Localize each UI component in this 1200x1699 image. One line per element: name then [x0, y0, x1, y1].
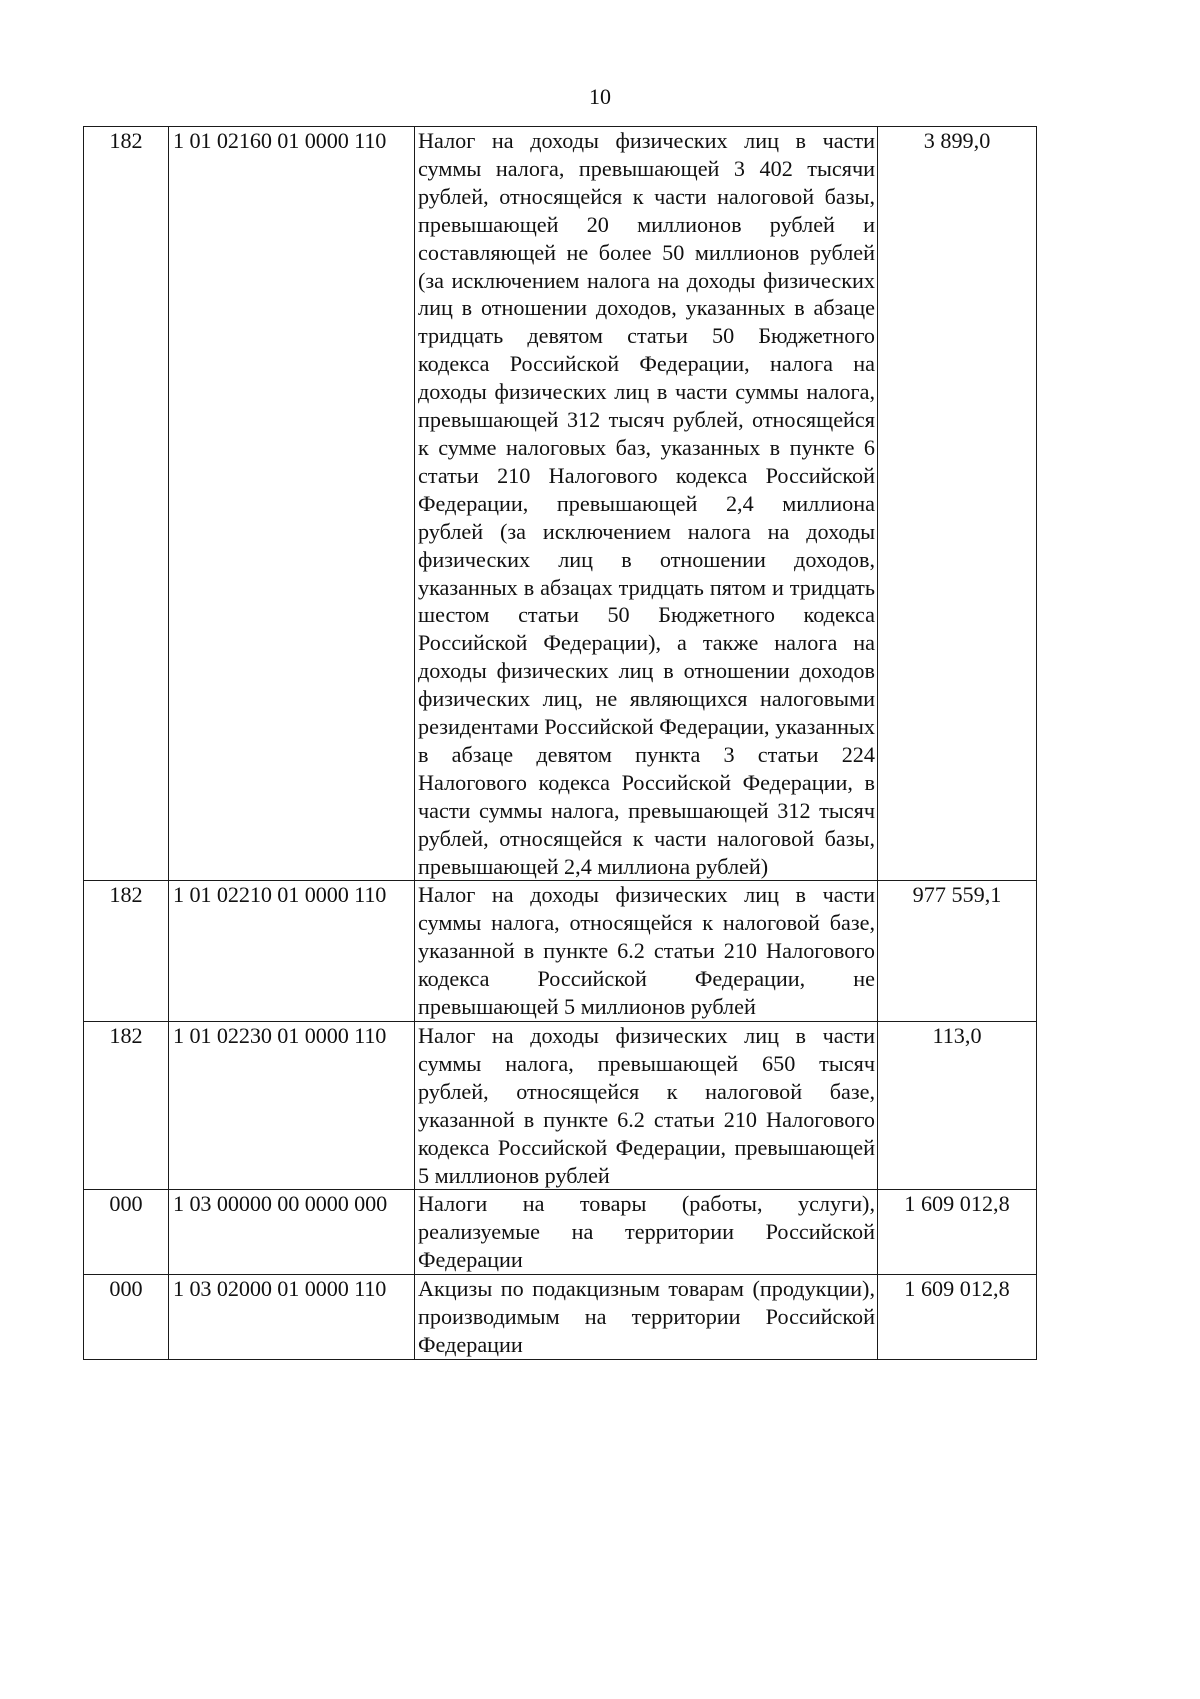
income-name-cell: Налог на доходы физических лиц в части суммы налога, относящейся к налоговой базе, указанной в пункте 6.2 статьи 210 Налогового кодекса Российской Федерации, не превышающей 5 миллионов рублей [415, 881, 878, 1022]
kbk-code-cell: 1 01 02230 01 0000 110 [169, 1022, 415, 1190]
kbk-code-cell: 1 03 02000 01 0000 110 [169, 1275, 415, 1360]
income-name-cell: Акцизы по подакцизным товарам (продукции), производимым на территории Российской Федерации [415, 1275, 878, 1360]
amount-cell: 113,0 [878, 1022, 1037, 1190]
amount-cell: 1 609 012,8 [878, 1190, 1037, 1275]
admin-code-cell: 000 [84, 1275, 169, 1360]
admin-code-cell: 182 [84, 1022, 169, 1190]
page-number: 10 [589, 84, 611, 109]
table-row [84, 127, 1037, 881]
kbk-code-cell: 1 01 02160 01 0000 110 [169, 127, 415, 881]
kbk-code-cell: 1 01 02210 01 0000 110 [169, 881, 415, 1022]
income-name-cell: Налог на доходы физических лиц в части суммы налога, превышающей 650 тысяч рублей, относящейся к налоговой базе, указанной в пункте 6.2 статьи 210 Налогового кодекса Российской Федерации, превышающей 5 миллионов рублей [415, 1022, 878, 1190]
income-name-cell: Налог на доходы физических лиц в части суммы налога, превышающей 3 402 тысячи рублей, относящейся к части налоговой базы, превышающей 20 миллионов рублей и составляющей не более 50 миллионов рублей (за исключением налога на доходы физических лиц в отношении доходов, указанных в абзаце тридцать девятом статьи 50 Бюджетного кодекса Российской Федерации, налога на доходы физических лиц в части суммы налога, превышающей 312 тысяч рублей, относящейся к сумме налоговых баз, указанных в пункте 6 статьи 210 Налогового кодекса Российской Федерации, превышающей 2,4 миллиона рублей (за исключением налога на доходы физических лиц в отношении доходов, указанных в абзацах тридцать пятом и тридцать шестом статьи 50 Бюджетного кодекса Российской Федерации), а также налога на доходы физических лиц в отношении доходов физических лиц, не являющихся налоговыми резидентами Российской Федерации, указанных в абзаце девятом пункта 3 статьи 224 Налогового кодекса Российской Федерации, в части суммы налога, превышающей 312 тысяч рублей, относящейся к части налоговой базы, превышающей 2,4 миллиона рублей) [415, 127, 878, 881]
table-row [84, 881, 1037, 1022]
amount-cell: 977 559,1 [878, 881, 1037, 1022]
table-row [84, 1275, 1037, 1360]
table-row [84, 1022, 1037, 1190]
kbk-code-cell: 1 03 00000 00 0000 000 [169, 1190, 415, 1275]
amount-cell: 3 899,0 [878, 127, 1037, 881]
admin-code-cell: 000 [84, 1190, 169, 1275]
table-row [84, 1190, 1037, 1275]
admin-code-cell: 182 [84, 127, 169, 881]
income-name-cell: Налоги на товары (работы, услуги), реализуемые на территории Российской Федерации [415, 1190, 878, 1275]
admin-code-cell: 182 [84, 881, 169, 1022]
budget-income-table [83, 126, 1037, 1360]
amount-cell: 1 609 012,8 [878, 1275, 1037, 1360]
